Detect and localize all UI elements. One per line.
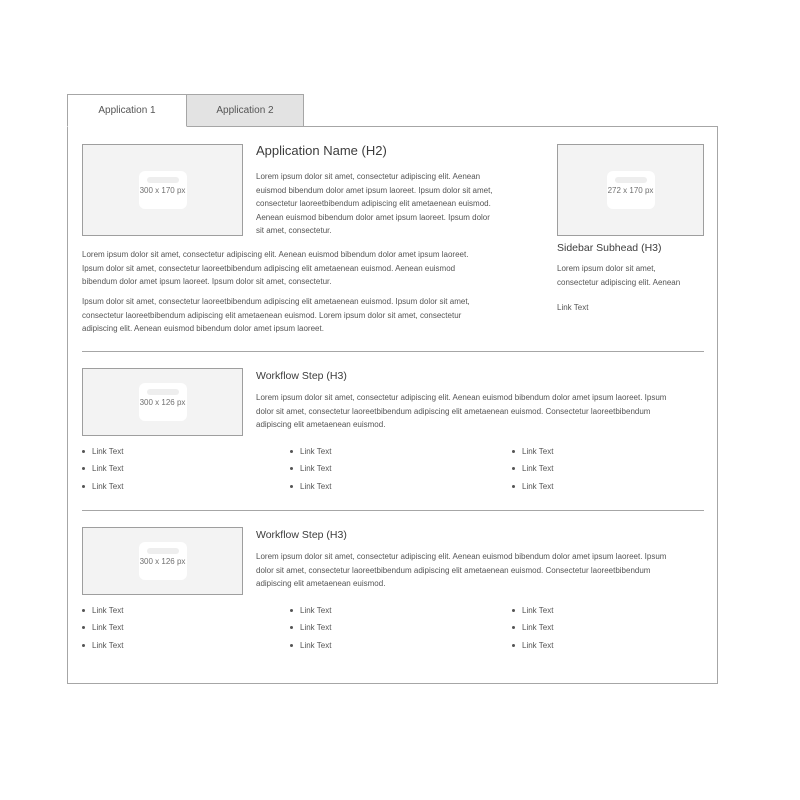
link-item[interactable]: Link Text	[92, 447, 124, 456]
bullet	[512, 485, 515, 488]
sidebar-link[interactable]: Link Text	[557, 303, 589, 312]
link-item[interactable]: Link Text	[92, 641, 124, 650]
application-title: Application Name (H2)	[256, 143, 387, 158]
link-item[interactable]: Link Text	[300, 482, 332, 491]
link-item[interactable]: Link Text	[92, 464, 124, 473]
link-item[interactable]: Link Text	[92, 623, 124, 632]
workflow-2-image-size-label: 300 x 126 px	[139, 556, 186, 566]
workflow-1-image-placeholder	[82, 368, 243, 436]
bullet	[512, 450, 515, 453]
bullet	[290, 644, 293, 647]
workflow-1-title: Workflow Step (H3)	[256, 370, 347, 382]
link-item[interactable]: Link Text	[522, 641, 554, 650]
bullet	[290, 467, 293, 470]
bullet	[512, 609, 515, 612]
application-intro: Lorem ipsum dolor sit amet, consectetur adipiscing elit. Aenean euismod bibendum dolor amet ipsum laoreet. Ipsum dolor sit amet, consectetur laoreetbibendum adipiscing elit ametaenean euismod. Aenean euismod bibendum dolor amet ipsum laoreet. Ipsum dolor sit amet, consectetur.	[256, 172, 493, 235]
bullet	[290, 609, 293, 612]
workflow-1-image-size-label: 300 x 126 px	[139, 397, 186, 407]
link-item[interactable]: Link Text	[300, 623, 332, 632]
link-item[interactable]: Link Text	[300, 641, 332, 650]
tab-application-1[interactable]: Application 1	[67, 94, 187, 127]
link-item[interactable]: Link Text	[522, 464, 554, 473]
section-divider	[82, 510, 704, 511]
bullet	[512, 467, 515, 470]
link-item[interactable]: Link Text	[300, 447, 332, 456]
app-image-placeholder	[82, 144, 243, 236]
bullet	[512, 644, 515, 647]
workflow-2-text: Lorem ipsum dolor sit amet, consectetur adipiscing elit. Aenean euismod bibendum dolor amet ipsum laoreet. Ipsum dolor sit amet, consectetur laoreetbibendum adipiscing elit ametaenean euismod. Consectetur laoreetbibendum adipiscing elit ametaenean euismod.	[256, 552, 667, 588]
bullet	[82, 467, 85, 470]
link-item[interactable]: Link Text	[522, 482, 554, 491]
bullet	[512, 626, 515, 629]
link-item[interactable]: Link Text	[522, 447, 554, 456]
link-item[interactable]: Link Text	[300, 464, 332, 473]
link-item[interactable]: Link Text	[522, 606, 554, 615]
bullet	[82, 609, 85, 612]
link-item[interactable]: Link Text	[300, 606, 332, 615]
bullet	[82, 485, 85, 488]
link-item[interactable]: Link Text	[522, 623, 554, 632]
workflow-2-title: Workflow Step (H3)	[256, 529, 347, 541]
link-item[interactable]: Link Text	[92, 482, 124, 491]
link-item[interactable]: Link Text	[92, 606, 124, 615]
sidebar-image-placeholder	[557, 144, 704, 236]
sidebar-text: Lorem ipsum dolor sit amet, consectetur adipiscing elit. Aenean	[557, 264, 681, 287]
workflow-2-image-placeholder	[82, 527, 243, 595]
bullet	[82, 450, 85, 453]
bullet	[290, 485, 293, 488]
bullet	[290, 450, 293, 453]
bullet	[82, 644, 85, 647]
workflow-1-text: Lorem ipsum dolor sit amet, consectetur adipiscing elit. Aenean euismod bibendum dolor amet ipsum laoreet. Ipsum dolor sit amet, consectetur laoreetbibendum adipiscing elit ametaenean euismod. Consectetur laoreetbibendum adipiscing elit ametaenean euismod.	[256, 393, 667, 429]
bullet	[290, 626, 293, 629]
bullet	[82, 626, 85, 629]
tab-application-2[interactable]: Application 2	[186, 94, 304, 127]
application-paragraph-1: Lorem ipsum dolor sit amet, consectetur adipiscing elit. Aenean euismod bibendum dolor amet ipsum laoreet. Ipsum dolor sit amet, consectetur laoreetbibendum adipiscing elit ametaenean euismod. Aenean euismod bibendum dolor amet ipsum laoreet. Ipsum dolor sit amet, consectetur.	[82, 250, 469, 286]
section-divider	[82, 351, 704, 352]
sidebar-subhead: Sidebar Subhead (H3)	[557, 242, 662, 254]
sidebar-image-size-label: 272 x 170 px	[607, 185, 654, 195]
app-image-size-label: 300 x 170 px	[139, 185, 186, 195]
application-paragraph-2: Ipsum dolor sit amet, consectetur laoreetbibendum adipiscing elit ametaenean euismod. Ipsum dolor sit amet, consectetur laoreetbibendum adipiscing elit ametaenean euismod. Lorem ipsum dolor sit amet, consectetur adipiscing elit. Aenean euismod bibendum dolor amet ipsum laoreet.	[82, 297, 470, 333]
